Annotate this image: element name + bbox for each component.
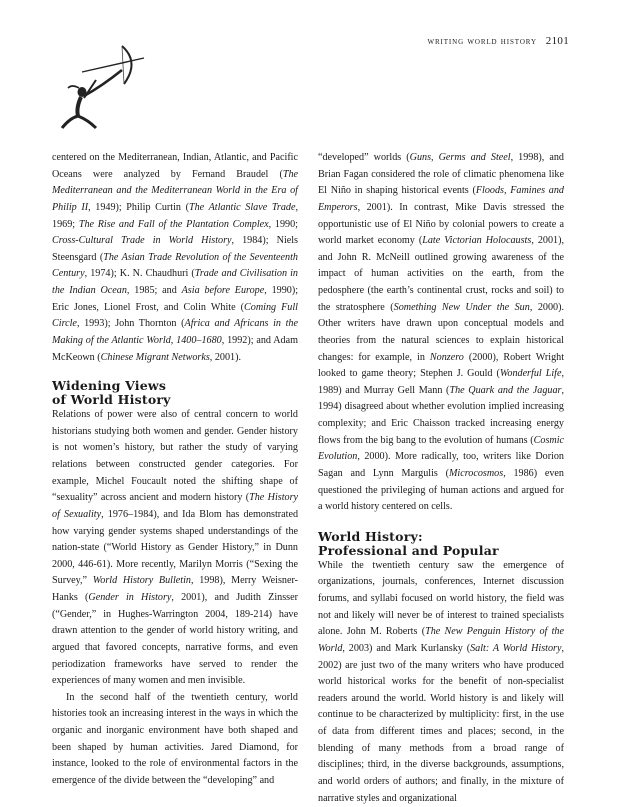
italic-title: Asia before Europe <box>181 285 265 296</box>
italic-title: The Atlantic Slave Trade <box>188 201 296 213</box>
italic-title: The Asian Trade Revolution of the Seventeenth Century <box>52 251 298 280</box>
page-number: 2101 <box>545 35 569 47</box>
italic-title: Microcosmos <box>449 467 504 479</box>
left-paragraph-1: centered on the Mediterranean, Indian, Atlantic, and Pacific Oceans were analyzed by Fernand Braudel (The Mediterranean and the Mediterranean World in the Era of Philip II, 1949); Philip Curtin (The Atlantic Slave Trade, 1969; The Rise and Fall of the Plantation Complex, 1990; Cross-Cultural Trade in World History, 1984); Niels Steensgard (The Asian Trade Revolution of the Seventeenth Century, 1974); K. N. Chaudhuri (Trade and Civilisation in the Indian Ocean, 1985; and Asia before Europe, 1990); Eric Jones, Lionel Frost, and Colin White (Coming Full Circle, 1993); John Thornton (Africa and Africans in the Making of the Atlantic World, 1400–1680, 1992); and Adam McKeown (Chinese Migrant Networks, 2001). <box>52 152 299 363</box>
italic-title: The Quark and the Jaguar <box>449 384 562 396</box>
heading-line: Professional and Popular <box>318 542 499 558</box>
archer-figure-icon <box>52 40 152 130</box>
heading-line: Widening Views <box>52 378 167 394</box>
italic-title: Floods, Famines and Emperors <box>318 185 564 213</box>
italic-title: Wonderful Life <box>499 368 562 380</box>
italic-title: Nonzero <box>429 351 464 363</box>
italic-title: Cosmic Evolution <box>318 434 564 463</box>
left-paragraph-2: Relations of power were also of central concern to world historians studying both women and gender. Gender history is not women’s history, but rather the study of varying relations between constructed gender categories. For example, Michel Foucault noted the shifting shape of “sexuality” across ancient and modern history (The History of Sexuality, 1976–1984), and Ida Blom has demonstrated how varying gender systems shaped understandings of the nation-state (“World History as Gender History,” in Dunn 2000, 446-61). More recently, Marilyn Morris (“Sexing the Survey,” World History Bulletin, 1998), Merry Weisner-Hanks (Gender in History, 2001), and Judith Zinsser (“Gender,” in Hughes-Warrington 2004, 189-214) have drawn attention to the gender of world history writing, and argued that favored concepts, narrative forms, and even periodization frameworks have served to render the experiences of many women and men invisible. <box>52 409 299 687</box>
italic-title: Late Victorian Holocausts <box>422 235 532 247</box>
running-title: writing world history <box>427 37 537 47</box>
italic-title: Chinese Migrant Networks <box>100 351 210 363</box>
heading-line: World History: <box>318 528 423 544</box>
right-paragraph-2: While the twentieth century saw the emergence of organizations, journals, conferences, Internet discussion forums, and syllabi focused on world history, the field was not and likely will never be of interest to trained specialists alone. John M. Roberts (The New Penguin History of the World, 2003) and Mark Kurlansky (Salt: A World History, 2002) are just two of the many writers who have produced world historical works for the benefit of non-specialist readers around the world. World history is and likely will continue to be characterized by multiplicity: first, in the use of data from different times and places; second, in the blending of many methods from a broad range of disciplines; third, in the diverse backgrounds, assumptions, and world orders of authors; and finally, in the mixture of narrative styles and organizational <box>318 559 564 804</box>
right-column <box>318 150 564 807</box>
italic-title: Gender in History <box>88 592 172 603</box>
left-paragraph-3: In the second half of the twentieth century, world histories took an increasing interest in the ways in which the organic and inorganic environment have both shaped and been shaped by human activities. Jared Diamond, for instance, looked to the role of environmental factors in the emergence of the divide between the “developing” and <box>52 691 298 786</box>
italic-title: Africa and Africans in the Making of the Atlantic World, 1400–1680 <box>52 318 298 346</box>
italic-title: Something New Under the Sun <box>393 301 530 313</box>
right-paragraph-1: “developed” worlds (Guns, Germs and Steel, 1998), and Brian Fagan considered the role of climatic phenomena like El Niño in shaping historical events (Floods, Famines and Emperors, 2001). In contrast, Mike Davis stressed the opportunistic use of El Niño by colonial powers to create a world market economy (Late Victorian Holocausts, 2001), and John R. McNeill outlined growing awareness of the impact of human activities on the earth, from the pedosphere (the earth’s continental crust, rocks and soil) to the stratosphere (Something New Under the Sun, 2000). Other writers have drawn upon conceptual models and theories from the natural sciences to explain historical changes: for example, in Nonzero (2000), Robert Wright looked to game theory; Stephen J. Gould (Wonderful Life, 1989) and Murray Gell Mann (The Quark and the Jaguar, 1994) disagreed about whether evolution implied increasing complexity; and Eric Chaisson tracked increasing energy flows from the big bang to the evolution of humans (Cosmic Evolution, 2000). More radically, too, writers like Dorion Sagan and Lynn Margulis (Microcosmos, 1986) even questioned the privileging of human actions and argued for a world history centered on cells. <box>318 152 565 513</box>
italic-title: World History Bulletin <box>92 575 191 587</box>
section-heading-widening-views <box>52 379 298 407</box>
italic-title: The History of Sexuality <box>52 492 299 520</box>
italic-title: The Rise and Fall of the Plantation Complex <box>78 218 269 230</box>
left-column <box>52 150 298 790</box>
italic-title: Guns, Germs and Steel <box>409 152 511 163</box>
running-head <box>427 35 569 47</box>
section-heading-professional-popular <box>318 530 564 558</box>
italic-title: Coming Full Circle <box>52 301 298 330</box>
italic-title: Trade and Civilisation in the Indian Ocean <box>52 268 298 296</box>
italic-title: The New Penguin History of the World <box>318 626 564 654</box>
heading-line: of World History <box>52 392 171 408</box>
italic-title: Cross-Cultural Trade in World History <box>52 235 232 247</box>
italic-title: The Mediterranean and the Mediterranean World in the Era of Philip II <box>52 168 298 213</box>
italic-title: Salt: A World History <box>470 642 562 654</box>
